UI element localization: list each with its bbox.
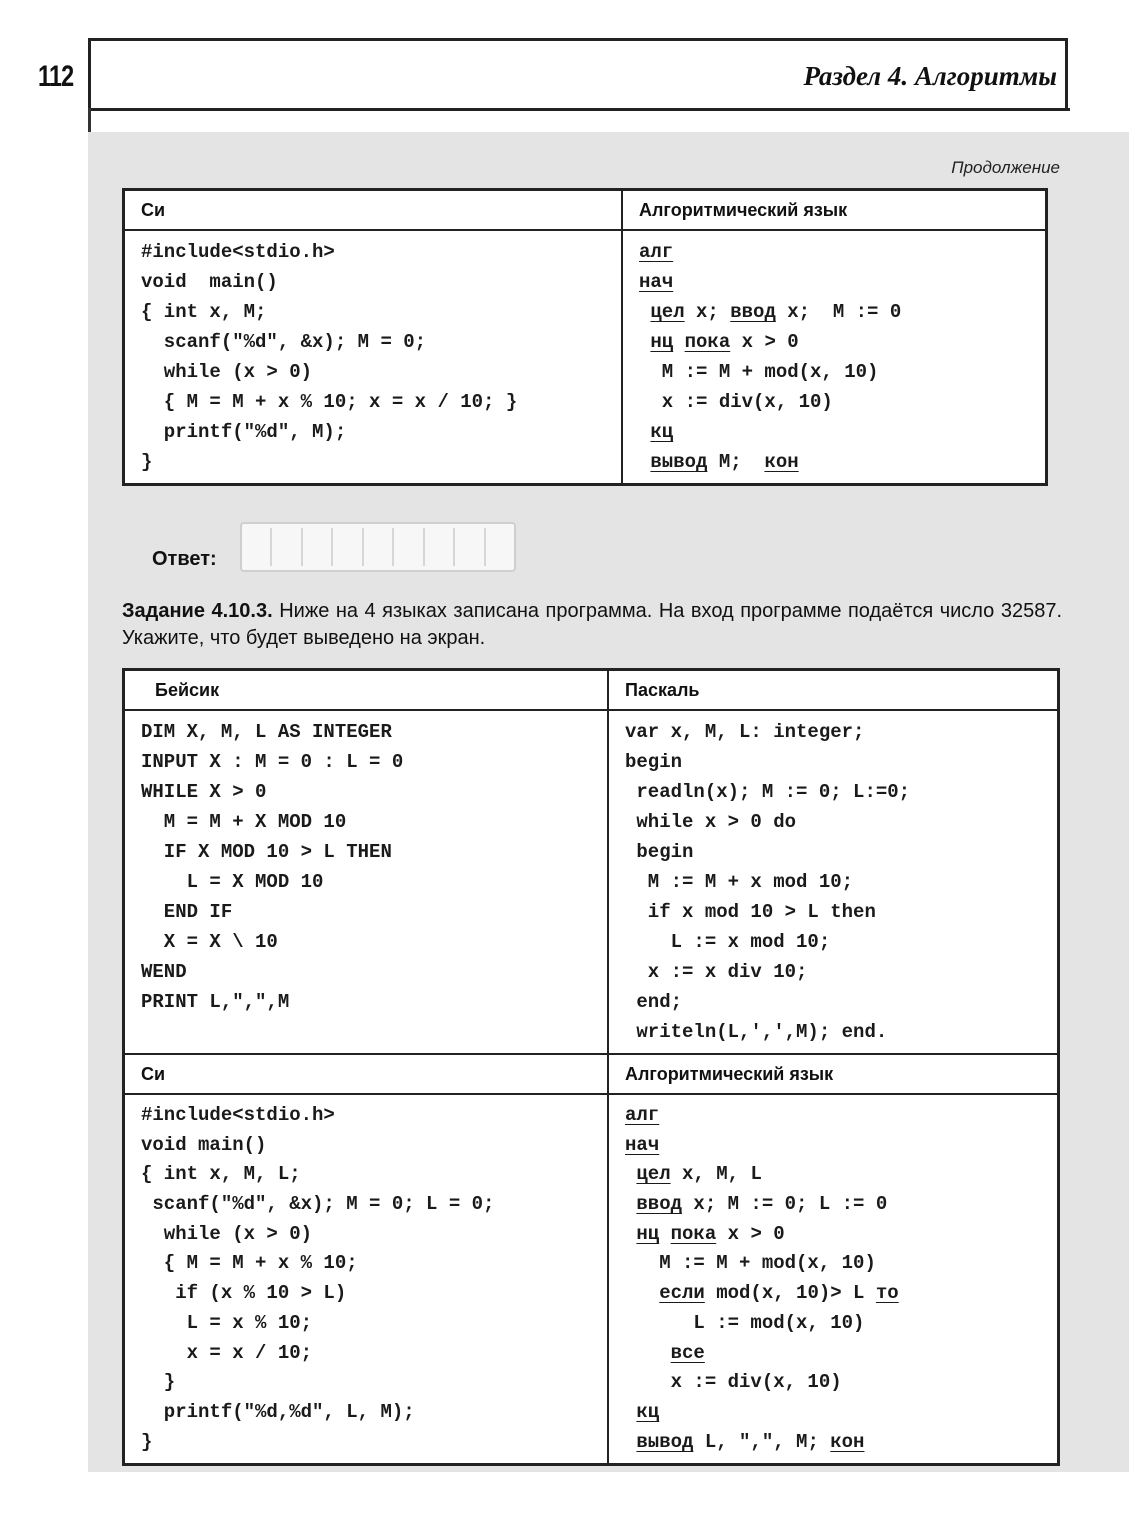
section-title: Раздел 4. Алгоритмы bbox=[803, 61, 1057, 91]
code-line bbox=[625, 1368, 1043, 1398]
basic-code bbox=[124, 710, 609, 1054]
bottom-alg-header: Алгоритмический язык bbox=[608, 1054, 1059, 1094]
keyword: цел bbox=[650, 301, 685, 323]
code-line: void main() bbox=[141, 271, 278, 293]
keyword: вывод bbox=[650, 451, 708, 473]
top-code-table bbox=[122, 188, 1048, 486]
code-text: x; bbox=[684, 301, 731, 323]
code-line: printf("%d", M); bbox=[141, 421, 347, 443]
code-text bbox=[625, 1342, 671, 1364]
code-text: M := M + mod(x, 10) bbox=[625, 1252, 876, 1275]
top-alg-code bbox=[622, 230, 1047, 485]
code-text bbox=[639, 331, 650, 353]
basic-header: Бейсик bbox=[124, 670, 609, 711]
code-line bbox=[625, 1249, 1043, 1279]
code-line: { int x, M, L; bbox=[141, 1163, 301, 1186]
page-number: 112 bbox=[38, 60, 74, 93]
bottom-c-header: Си bbox=[124, 1054, 609, 1094]
code-line: if x mod 10 > L then bbox=[625, 901, 876, 923]
keyword: вывод bbox=[636, 1430, 694, 1453]
code-line: while (x > 0) bbox=[141, 1222, 313, 1245]
code-line: WEND bbox=[141, 961, 187, 983]
code-line: L = X MOD 10 bbox=[141, 871, 324, 893]
keyword: алг bbox=[639, 241, 674, 263]
code-line bbox=[639, 267, 1031, 297]
code-line: x := x div 10; bbox=[625, 961, 808, 983]
code-line: { M = M + x % 10; x = x / 10; } bbox=[141, 391, 518, 413]
bottom-alg-code bbox=[608, 1094, 1059, 1465]
code-line: #include<stdio.h> bbox=[141, 241, 335, 263]
keyword: пока bbox=[684, 331, 731, 353]
keyword: ввод bbox=[730, 301, 776, 323]
keyword: нач bbox=[639, 271, 674, 293]
keyword: то bbox=[875, 1282, 899, 1305]
code-text bbox=[639, 301, 650, 323]
code-line: L = x % 10; bbox=[141, 1311, 313, 1334]
task-statement bbox=[122, 598, 1062, 652]
code-text: x, M, L bbox=[670, 1163, 762, 1186]
code-line: while x > 0 do bbox=[625, 811, 797, 833]
code-text bbox=[625, 1193, 636, 1215]
keyword: кон bbox=[830, 1430, 865, 1453]
code-text bbox=[639, 451, 650, 473]
code-line bbox=[625, 1398, 1043, 1428]
code-line: DIM X, M, L AS INTEGER bbox=[141, 721, 392, 743]
top-c-header: Си bbox=[124, 190, 623, 231]
code-text bbox=[625, 1431, 636, 1453]
code-line: while (x > 0) bbox=[141, 361, 313, 383]
code-line: scanf("%d", &x); M = 0; L = 0; bbox=[141, 1193, 495, 1216]
code-text bbox=[625, 1401, 636, 1423]
code-line: PRINT L,",",M bbox=[141, 991, 290, 1013]
code-line: L := x mod 10; bbox=[625, 931, 831, 953]
code-line bbox=[639, 297, 1031, 327]
keyword: кон bbox=[764, 451, 799, 473]
keyword: нц bbox=[636, 1222, 660, 1245]
code-line: begin bbox=[625, 841, 694, 863]
code-line bbox=[625, 1428, 1043, 1458]
code-line bbox=[625, 1309, 1043, 1339]
keyword: пока bbox=[670, 1222, 717, 1245]
code-line: if (x % 10 > L) bbox=[141, 1282, 347, 1305]
code-line: printf("%d,%d", L, M); bbox=[141, 1400, 415, 1423]
keyword: ввод bbox=[636, 1193, 683, 1216]
header-divider bbox=[88, 108, 91, 134]
code-line: scanf("%d", &x); M = 0; bbox=[141, 331, 427, 353]
code-text bbox=[625, 1163, 636, 1185]
page-header bbox=[88, 38, 1068, 108]
code-line: } bbox=[141, 451, 153, 473]
code-text: x; M := 0; L := 0 bbox=[682, 1193, 888, 1216]
code-line bbox=[625, 1220, 1043, 1250]
pascal-code bbox=[608, 710, 1059, 1054]
code-text: L, ",", M; bbox=[693, 1430, 831, 1453]
top-alg-header: Алгоритмический язык bbox=[622, 190, 1047, 231]
keyword: все bbox=[670, 1341, 705, 1364]
task-number: Задание 4.10.3. bbox=[122, 600, 273, 622]
code-line: { int x, M; bbox=[141, 301, 267, 323]
code-line: end; bbox=[625, 991, 683, 1013]
code-line: M = M + X MOD 10 bbox=[141, 811, 347, 833]
continuation-label: Продолжение bbox=[951, 158, 1060, 177]
code-line: } bbox=[141, 1430, 153, 1453]
code-line: M := M + x mod 10; bbox=[625, 871, 854, 893]
bottom-code-table bbox=[122, 668, 1060, 1466]
code-line: x = x / 10; bbox=[141, 1341, 313, 1364]
code-line: void main() bbox=[141, 1133, 267, 1156]
keyword: нц bbox=[650, 331, 674, 353]
code-line: INPUT X : M = 0 : L = 0 bbox=[141, 751, 404, 773]
code-line: X = X \ 10 bbox=[141, 931, 278, 953]
code-text: L := mod(x, 10) bbox=[625, 1311, 865, 1334]
code-line bbox=[639, 387, 1031, 417]
code-text: x := div(x, 10) bbox=[639, 391, 833, 413]
code-text bbox=[659, 1223, 670, 1245]
code-line bbox=[625, 1160, 1043, 1190]
keyword: кц bbox=[636, 1400, 660, 1423]
code-line: var x, M, L: integer; bbox=[625, 721, 865, 743]
bottom-c-code bbox=[124, 1094, 609, 1465]
header-rule bbox=[88, 108, 1070, 111]
code-line bbox=[625, 1190, 1043, 1220]
code-text bbox=[625, 1282, 659, 1304]
code-text: x > 0 bbox=[716, 1222, 785, 1245]
code-text: mod(x, 10)> L bbox=[704, 1282, 876, 1305]
keyword: алг bbox=[625, 1104, 660, 1126]
code-line: } bbox=[141, 1371, 176, 1394]
code-line bbox=[639, 357, 1031, 387]
code-line: writeln(L,',',M); end. bbox=[625, 1021, 888, 1043]
answer-label: Ответ: bbox=[152, 548, 217, 570]
code-text: x > 0 bbox=[730, 331, 799, 353]
code-text: x; M := 0 bbox=[775, 301, 902, 323]
code-text bbox=[639, 421, 650, 443]
code-line: WHILE X > 0 bbox=[141, 781, 267, 803]
code-line bbox=[625, 1339, 1043, 1369]
code-line bbox=[625, 1131, 1043, 1161]
code-text: M; bbox=[707, 451, 765, 473]
code-line: #include<stdio.h> bbox=[141, 1104, 335, 1126]
code-text: M := M + mod(x, 10) bbox=[639, 361, 879, 383]
answer-input[interactable] bbox=[240, 522, 516, 572]
task-text: Ниже на 4 языках записана программа. На вход программе подаётся число 32587. Укажите, что будет выведено на экран. bbox=[122, 600, 1063, 649]
code-line bbox=[625, 1279, 1043, 1309]
code-line: readln(x); M := 0; L:=0; bbox=[625, 781, 911, 803]
code-line bbox=[639, 417, 1031, 447]
keyword: цел bbox=[636, 1163, 671, 1186]
code-line bbox=[625, 1101, 1043, 1131]
top-c-code bbox=[124, 230, 623, 485]
keyword: кц bbox=[650, 421, 674, 443]
code-text bbox=[625, 1223, 636, 1245]
code-line: begin bbox=[625, 751, 683, 773]
code-text: x := div(x, 10) bbox=[625, 1371, 842, 1394]
code-line bbox=[639, 447, 1031, 477]
keyword: нач bbox=[625, 1133, 660, 1156]
code-text bbox=[673, 331, 684, 353]
code-line: END IF bbox=[141, 901, 233, 923]
code-line bbox=[639, 327, 1031, 357]
pascal-header: Паскаль bbox=[608, 670, 1059, 711]
code-line: IF X MOD 10 > L THEN bbox=[141, 841, 392, 863]
code-line bbox=[639, 237, 1031, 267]
keyword: если bbox=[659, 1282, 705, 1305]
code-line: { M = M + x % 10; bbox=[141, 1252, 358, 1275]
